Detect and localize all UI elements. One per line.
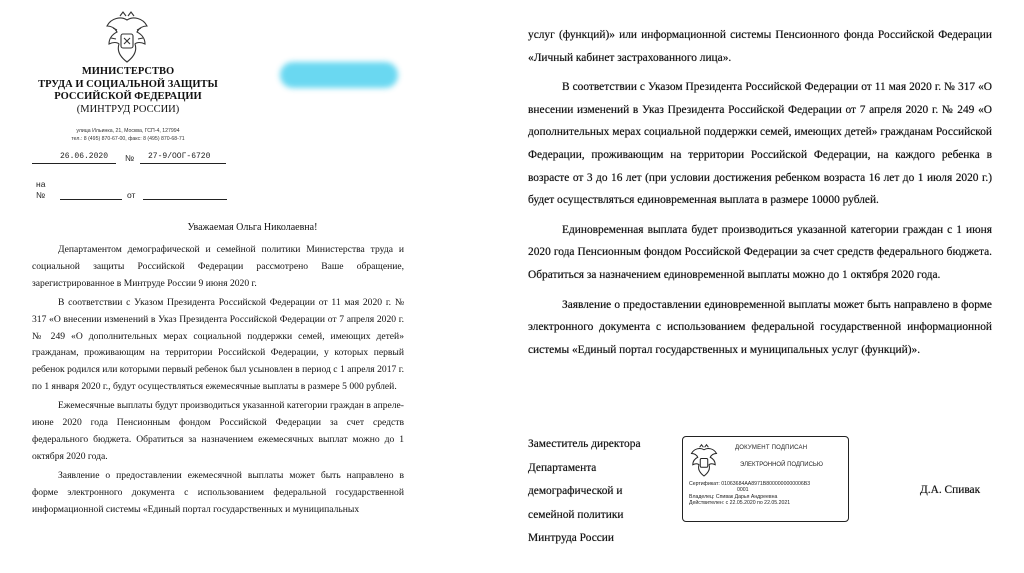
stamp-certificate: Сертификат: 01063684AA8971B8000000000006B3 xyxy=(689,481,811,487)
ministry-line-2: ТРУДА И СОЦИАЛЬНОЙ ЗАЩИТЫ xyxy=(38,78,218,90)
electronic-signature-stamp xyxy=(682,436,849,522)
signatory-title-line: семейной политики xyxy=(528,508,624,521)
reply-number-underline xyxy=(60,199,122,200)
signatory-title-line: Минтруда России xyxy=(528,532,614,545)
paragraph-monthly-decree: В соответствии с Указом Президента Российской Федерации от 11 мая 2020 г. № 317 «О внесении изменений в Указ Президента Российской Федерации от 7 апреля 2020 г. № 249 «О дополнительных мерах социальной поддержки семей, имеющих детей» гражданам, проживающим на территории Российской Федерации, у которых первый ребенок родился или которыми первый ребенок был усыновлен в период с 1 апреля 2017 г. по 1 января 2020 г., будут осуществляться ежемесячные выплаты в размере 5 000 рублей. xyxy=(32,296,404,392)
stamp-heading: ДОКУМЕНТ ПОДПИСАН xyxy=(735,445,808,451)
ministry-address: улица Ильинка, 21, Москва, ГСП-4, 127994 xyxy=(76,128,180,134)
paragraph-lump-sum-payment: Единовременная выплата будет производиться указанной категории граждан с 1 июня 2020 года Пенсионным фондом Российской Федерации за счет средств федерального бюджета. Обратиться за назначением единовременной выплаты можно до 1 октября 2020 года. xyxy=(528,223,992,281)
stamp-certificate-details xyxy=(689,481,844,507)
reply-number-label: № xyxy=(36,190,46,200)
ministry-phones: тел.: 8 (495) 870-67-00, факс: 8 (495) 870-68-71 xyxy=(71,136,185,142)
stamp-validity: Действителен: с 22.05.2020 по 22.05.2021 xyxy=(689,500,791,507)
ministry-line-1: МИНИСТЕРСТВО xyxy=(81,66,175,77)
stamp-subheading: ЭЛЕКТРОННОЙ ПОДПИСЬЮ xyxy=(740,462,823,468)
date-underline xyxy=(32,163,116,164)
paragraph-continuation: услуг (функций)» или информационной системы Пенсионного фонда Российской Федерации «Личный кабинет застрахованного лица». xyxy=(528,29,992,64)
letter-body-right xyxy=(528,24,992,368)
number-underline xyxy=(140,163,226,164)
paragraph-intro: Департаментом демографической и семейной политики Министерства труда и социальной защиты Российской Федерации рассмотрено Ваше обращение, зарегистрированное в Минтруде России 9 июня 2020 г. xyxy=(32,244,404,289)
registration-number-label: № xyxy=(125,153,135,163)
ministry-address-block xyxy=(28,127,228,143)
letter-page-left xyxy=(0,0,505,573)
reply-date-underline xyxy=(143,199,227,200)
signatory-title-line: Департамента xyxy=(528,461,597,474)
paragraph-monthly-payments: Ежемесячные выплаты будут производиться указанной категории граждан в апреле-июне 2020 года Пенсионным фондом Российской Федерации за счет средств федерального бюджета. Обратиться за назначением ежемесячных выплат можно до 1 октября 2020 года. xyxy=(32,400,404,462)
signatory-title-line: демографической и xyxy=(528,485,623,498)
paragraph-monthly-application: Заявление о предоставлении ежемесячной выплаты может быть направлено в форме электронного документа с использованием федеральной государственной информационной системы «Единый портал государственных и муниципальных xyxy=(32,470,404,515)
ministry-header xyxy=(28,66,228,116)
signatory-title xyxy=(528,433,678,551)
registration-date: 26.06.2020 xyxy=(60,152,109,161)
letter-page-right xyxy=(508,0,1024,573)
stamp-owner: Владелец: Спивак Дарья Андреевна xyxy=(689,493,778,500)
signatory-title-line: Заместитель директора xyxy=(528,438,641,450)
redacted-address-mark xyxy=(280,62,398,88)
paragraph-lump-sum-application: Заявление о предоставлении единовременной выплаты может быть направлено в форме электронного документа с использованием федеральной государственной информационной системы «Единый портал государственных и муниципальных услуг (функций)». xyxy=(528,298,992,356)
paragraph-lump-sum-decree: В соответствии с Указом Президента Российской Федерации от 11 мая 2020 г. № 317 «О внесении изменений в Указ Президента Российской Федерации от 7 апреля 2020 г. № 249 «О дополнительных мерах социальной поддержки семей, имеющих детей» гражданам Российской Федерации, проживающим на территории Российской Федерации, на каждого ребенка в возрасте от 3 до 16 лет (при условии достижения ребенком возраста 16 лет до 1 июля 2020 г.) будет осуществляться единовременная выплата в размере 10000 рублей. xyxy=(528,81,992,207)
registration-number: 27-9/ООГ-6720 xyxy=(148,152,211,161)
ministry-line-3: РОССИЙСКОЙ ФЕДЕРАЦИИ xyxy=(54,91,202,102)
stamp-emblem-icon xyxy=(689,443,719,479)
stamp-certificate-cont: 0001 xyxy=(737,487,749,494)
signatory-name: Д.А. Спивак xyxy=(920,484,981,496)
greeting: Уважаемая Ольга Николаевна! xyxy=(187,222,318,233)
ministry-line-4: (МИНТРУД РОССИИ) xyxy=(76,103,180,115)
reply-from-label: от xyxy=(127,190,136,200)
letter-body-left xyxy=(32,242,404,521)
coat-of-arms-emblem xyxy=(103,10,151,66)
reply-on-label: на xyxy=(36,179,46,189)
